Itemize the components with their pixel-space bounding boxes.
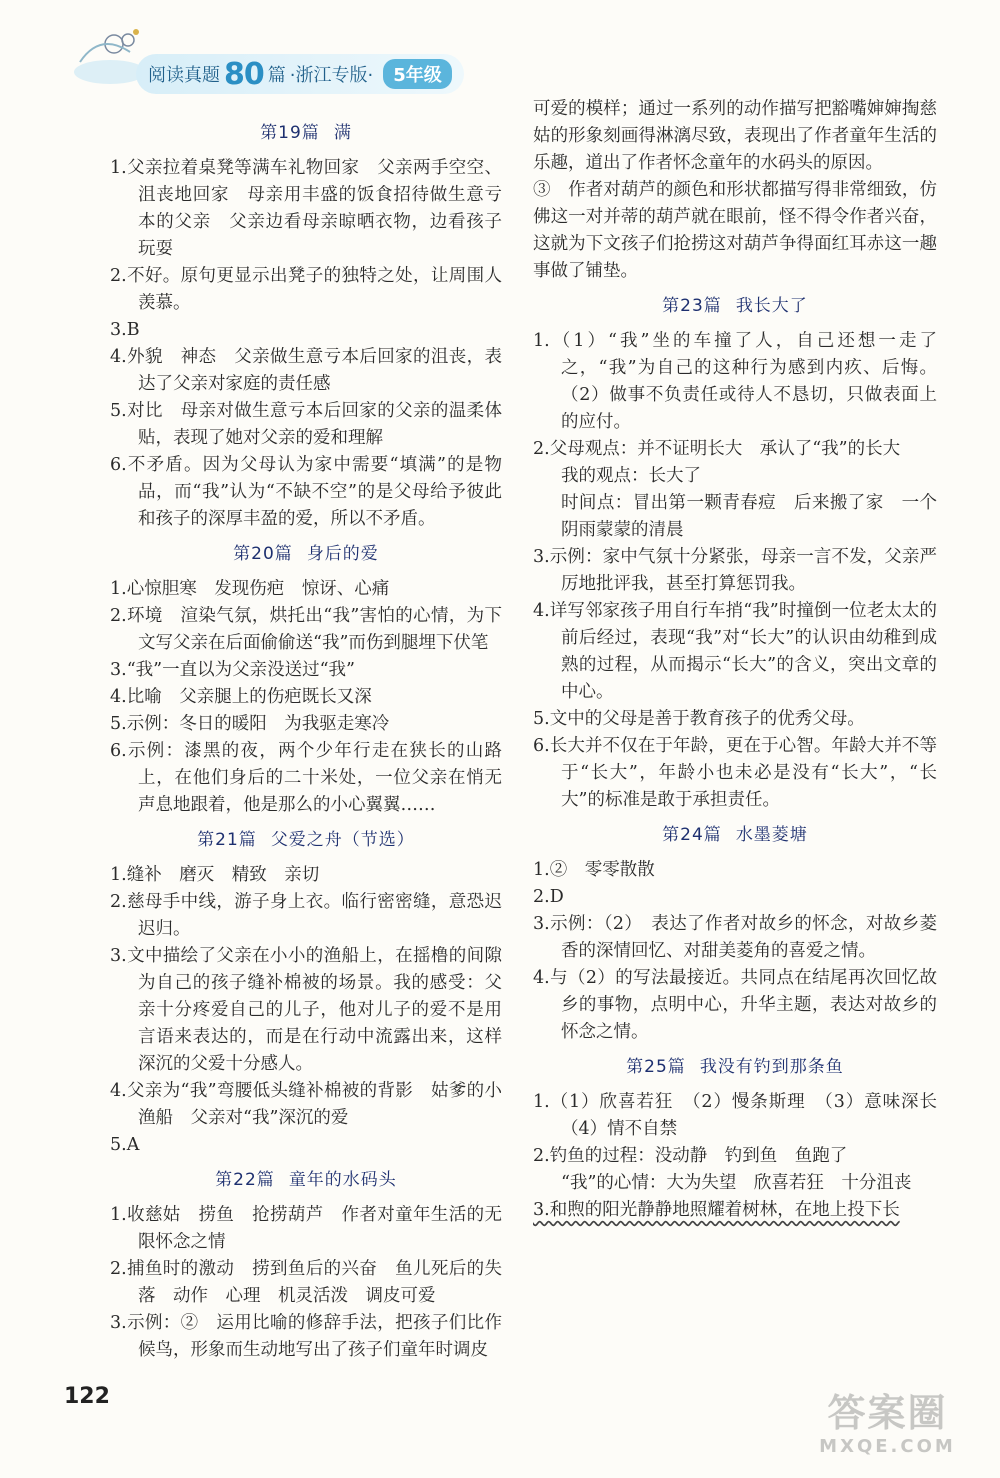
- section-title-22: [110, 1167, 502, 1194]
- book-header: [70, 22, 490, 92]
- section-name: 童年的水码头: [288, 1170, 397, 1190]
- answer-item: 1.父亲拉着桌凳等满车礼物回家 父亲两手空空、沮丧地回家 母亲用丰盛的饭食招待做生意亏本的父亲 父亲边看母亲晾晒衣物，边看孩子玩耍: [110, 158, 502, 259]
- section-number: 第22篇: [215, 1170, 275, 1190]
- answer-item: 3.示例：② 运用比喻的修辞手法，把孩子们比作候鸟，形象而生动地写出了孩子们童年时调皮: [110, 1313, 502, 1360]
- section-title-24: [533, 822, 937, 849]
- book-title: [136, 54, 464, 94]
- watermark: [795, 1390, 980, 1460]
- answer-item: 4.外貌 神态 父亲做生意亏本后回家的沮丧，表达了父亲对家庭的责任感: [110, 347, 502, 394]
- section-name: 我没有钓到那条鱼: [699, 1057, 844, 1077]
- series-name: 阅读真题: [148, 65, 220, 86]
- page-number: 122: [64, 1384, 110, 1409]
- section-title-25: [533, 1054, 937, 1081]
- watermark-text: 答案圈: [827, 1391, 948, 1435]
- answer-item: 5.文中的父母是善于教育孩子的优秀父母。: [533, 709, 865, 729]
- answer-item: 3.文中描绘了父亲在小小的渔船上，在摇橹的间隙为自己的孩子缝补棉被的场景。我的感受：父亲十分疼爱自己的儿子，他对儿子的爱不是用言语来表达的，而是在行动中流露出来，这样深沉的父爱十分感人。: [110, 946, 502, 1074]
- answer-item: 4.与（2）的写法最接近。共同点在结尾再次回忆故乡的事物，点明中心，升华主题，表达对故乡的怀念之情。: [533, 968, 937, 1042]
- answer-item: 5.A: [110, 1135, 140, 1155]
- answer-subline: 时间点：冒出第一颗青春痘 后来搬了家 一个阴雨蒙蒙的清晨: [561, 493, 937, 540]
- answer-item: 1.② 零零散散: [533, 860, 655, 880]
- answer-subline: “我”的心情：大为失望 欣喜若狂 十分沮丧: [561, 1173, 912, 1193]
- section-name: 水墨菱塘: [735, 825, 808, 845]
- answer-item: 1.心惊胆寒 发现伤疤 惊讶、心痛: [110, 579, 390, 599]
- answer-item: 2.D: [533, 887, 564, 907]
- answer-item: 3.“我”一直以为父亲没送过“我”: [110, 660, 355, 680]
- section-number: 第23篇: [662, 296, 722, 316]
- section-number: 第25篇: [626, 1057, 686, 1077]
- answer-item: 1.（1）“我”坐的车撞了人，自己还想一走了之，“我”为自己的这种行为感到内疚、后悔。（2）做事不负责任或待人不恳切，只做表面上的应付。: [533, 331, 937, 432]
- section-title-19: [110, 120, 502, 147]
- section-name: 我长大了: [735, 296, 808, 316]
- answer-item: 3.示例：家中气氛十分紧张，母亲一言不发，父亲严厉地批评我，甚至打算惩罚我。: [533, 547, 937, 594]
- answer-item: 1.缝补 磨灭 精致 亲切: [110, 865, 320, 885]
- answer-item: 4.比喻 父亲腿上的伤疤既长又深: [110, 687, 372, 707]
- answer-subline: 我的观点：长大了: [561, 466, 701, 486]
- section-number: 第20篇: [233, 544, 293, 564]
- section-number: 第19篇: [260, 123, 320, 143]
- answer-item: 4.详写邻家孩子用自行车捎“我”时撞倒一位老太太的前后经过，表现“我”对“长大”的认识由幼稚到成熟的过程，从而揭示“长大”的含义，突出文章的中心。: [533, 601, 937, 702]
- left-column: [110, 112, 502, 1364]
- answer-item: 3.和煦的阳光静静地照耀着树林，在地上投下长: [533, 1200, 900, 1220]
- answer-item: 2.不好。原句更显示出凳子的独特之处，让周围人羡慕。: [110, 266, 502, 313]
- answer-item: 2.环境 渲染气氛，烘托出“我”害怕的心情，为下文写父亲在后面偷偷送“我”而伤到腿埋下伏笔: [110, 606, 502, 653]
- section-name: 满: [333, 123, 352, 143]
- answer-item: 2.捕鱼时的激动 捞到鱼后的兴奋 鱼儿死后的失落 动作 心理 机灵活泼 调皮可爱: [110, 1259, 502, 1306]
- edition-label: ·浙江专版·: [289, 65, 374, 86]
- answer-item: 2.慈母手中线，游子身上衣。临行密密缝，意恐迟迟归。: [110, 892, 502, 939]
- answer-item: 1.（1）欣喜若狂 （2）慢条斯理 （3）意味深长 （4）情不自禁: [533, 1092, 955, 1139]
- count-unit: 篇: [267, 65, 286, 86]
- answer-item: 2.父母观点：并不证明长大 承认了“我”的长大: [533, 439, 901, 459]
- section-title-21: [110, 827, 502, 854]
- section-name: 身后的爱: [306, 544, 379, 564]
- answer-continuation: ③ 作者对葫芦的颜色和形状都描写得非常细致，仿佛这一对并蒂的葫芦就在眼前，怪不得令作者兴奋，这就为下文孩子们抢捞这对葫芦争得面红耳赤这一趣事做了铺垫。: [533, 180, 937, 281]
- answer-continuation: 可爱的模样；通过一系列的动作描写把豁嘴婶婶掏慈姑的形象刻画得淋漓尽致，表现出了作者童年生活的乐趣，道出了作者怀念童年的水码头的原因。: [533, 99, 937, 173]
- answer-item: 3.示例：（2） 表达了作者对故乡的怀念，对故乡菱香的深情回忆、对甜美菱角的喜爱之情。: [533, 914, 937, 961]
- section-title-20: [110, 541, 502, 568]
- article-count: 80: [224, 56, 264, 92]
- answer-item: 6.长大并不仅在于年龄，更在于心智。年龄大并不等于“长大”，年龄小也未必是没有“长大”，“长大”的标准是敢于承担责任。: [533, 736, 937, 810]
- answer-item: 5.示例：冬日的暖阳 为我驱走寒冷: [110, 714, 390, 734]
- section-number: 第21篇: [197, 830, 257, 850]
- watermark-url: MXQE.COM: [819, 1436, 956, 1457]
- right-column: [533, 96, 955, 1224]
- answer-item: 5.对比 母亲对做生意亏本后回家的父亲的温柔体贴，表现了她对父亲的爱和理解: [110, 401, 502, 448]
- answer-item: 3.B: [110, 320, 140, 340]
- answer-item: 2.钓鱼的过程：没动静 钓到鱼 鱼跑了: [533, 1146, 848, 1166]
- section-name: 父爱之舟（节选）: [270, 830, 415, 850]
- section-title-23: [533, 293, 937, 320]
- answer-item: 1.收慈姑 捞鱼 抢捞葫芦 作者对童年生活的无限怀念之情: [110, 1205, 502, 1252]
- section-number: 第24篇: [662, 825, 722, 845]
- answer-item: 6.示例：漆黑的夜，两个少年行走在狭长的山路上，在他们身后的二十米处，一位父亲在悄无声息地跟着，他是那么的小心翼翼……: [110, 741, 502, 815]
- answer-item: 6.不矛盾。因为父母认为家中需要“填满”的是物品，而“我”认为“不缺不空”的是父母给予彼此和孩子的深厚丰盈的爱，所以不矛盾。: [110, 455, 502, 529]
- answer-item: 4.父亲为“我”弯腰低头缝补棉被的背影 姑爹的小渔船 父亲对“我”深沉的爱: [110, 1081, 502, 1128]
- grade-badge: 5年级: [383, 59, 452, 89]
